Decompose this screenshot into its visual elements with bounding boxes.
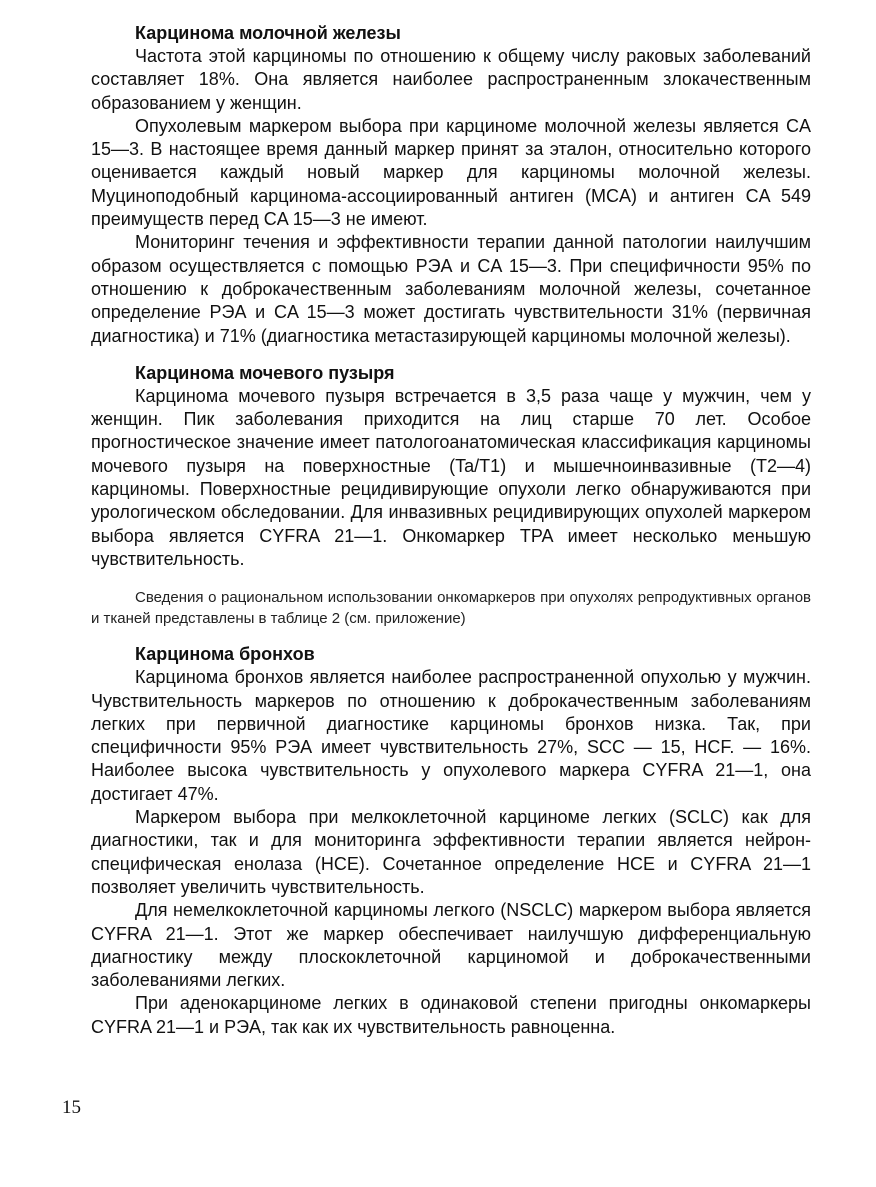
page-number: 15 (62, 1097, 81, 1118)
section-bladder-carcinoma (91, 362, 811, 571)
paragraph: Опухолевым маркером выбора при карциноме молочной железы является CA 15—3. В настоящее время данный маркер принят за эталон, относительно которого оценивается каждый новый маркер для карциномы молочной железы. Муциноподобный карцинома-ассоциированный антиген (MCA) и антиген CA 549 преимуществ перед CA 15—3 не имеют. (91, 115, 811, 230)
document-page (91, 22, 811, 1039)
paragraph: Частота этой карциномы по отношению к общему числу раковых заболеваний составляет 18%. Она является наиболее распространенным злокачественным образованием у женщин. (91, 46, 811, 113)
paragraph: Карцинома бронхов является наиболее распространенной опухолью у мужчин. Чувствительность маркеров по отношению к доброкачественным заболеваниям легких при первичной диагностике карциномы бронхов низка. Так, при специфичности 95% РЭА имеет чувствительность 27%, SCC — 15, HCF. — 16%. Наиболее высока чувствительность у опухолевого маркера CYFRA 21—1, она достигает 47%. (91, 667, 811, 804)
paragraph: Маркером выбора при мелкоклеточной карциноме легких (SCLC) как для диагностики, так и для мониторинга эффективности терапии является нейрон-специфическая енолаза (НСЕ). Сочетанное определение НСЕ и CYFRA 21—1 позволяет увеличить чувствительность. (91, 807, 811, 897)
paragraph: Мониторинг течения и эффективности терапии данной патологии наилучшим образом осуществляется с помощью РЭА и CA 15—3. При специфичности 95% по отношению к доброкачественным заболеваниям молочной железы, сочетанное определение РЭА и CA 15—3 может достигать чувствительности 31% (первичная диагностика) и 71% (диагностика метастазирующей карциномы молочной железы). (91, 232, 811, 346)
paragraph: Для немелкоклеточной карциномы легкого (NSCLC) маркером выбора является CYFRA 21—1. Этот же маркер обеспечивает наилучшую дифференциальную диагностику между плоскоклеточной карциномой и доброкачественными заболеваниями легких. (91, 900, 811, 991)
paragraph: Карцинома мочевого пузыря встречается в 3,5 раза чаще у мужчин, чем у женщин. Пик заболевания приходится на лиц старше 70 лет. Особое прогностическое значение имеет патологоанатомическая классификация карциномы мочевого пузыря на поверхностные (Ta/T1) и мышечноинвазивные (T2—4) карциномы. Поверхностные рецидивирующие опухоли легко обнаруживаются при урологическом обследовании. Для инвазивных рецидивирующих опухолей маркером выбора является CYFRA 21—1. Онкомаркер TPA имеет несколько меньшую чувствительность. (91, 385, 811, 569)
table-reference-note: Сведения о рациональном использовании онкомаркеров при опухолях репродуктивных органов и тканей представлены в таблице 2 (см. приложение) (91, 589, 811, 628)
section-title: Карцинома молочной железы (135, 23, 401, 43)
section-title: Карцинома мочевого пузыря (135, 362, 395, 383)
section-title: Карцинома бронхов (135, 644, 315, 665)
section-breast-carcinoma (91, 22, 811, 348)
paragraph: При аденокарциноме легких в одинаковой степени пригодны онкомаркеры CYFRA 21—1 и РЭА, так как их чувствительность равноценна. (91, 993, 811, 1037)
section-bronchial-carcinoma (91, 643, 811, 1039)
